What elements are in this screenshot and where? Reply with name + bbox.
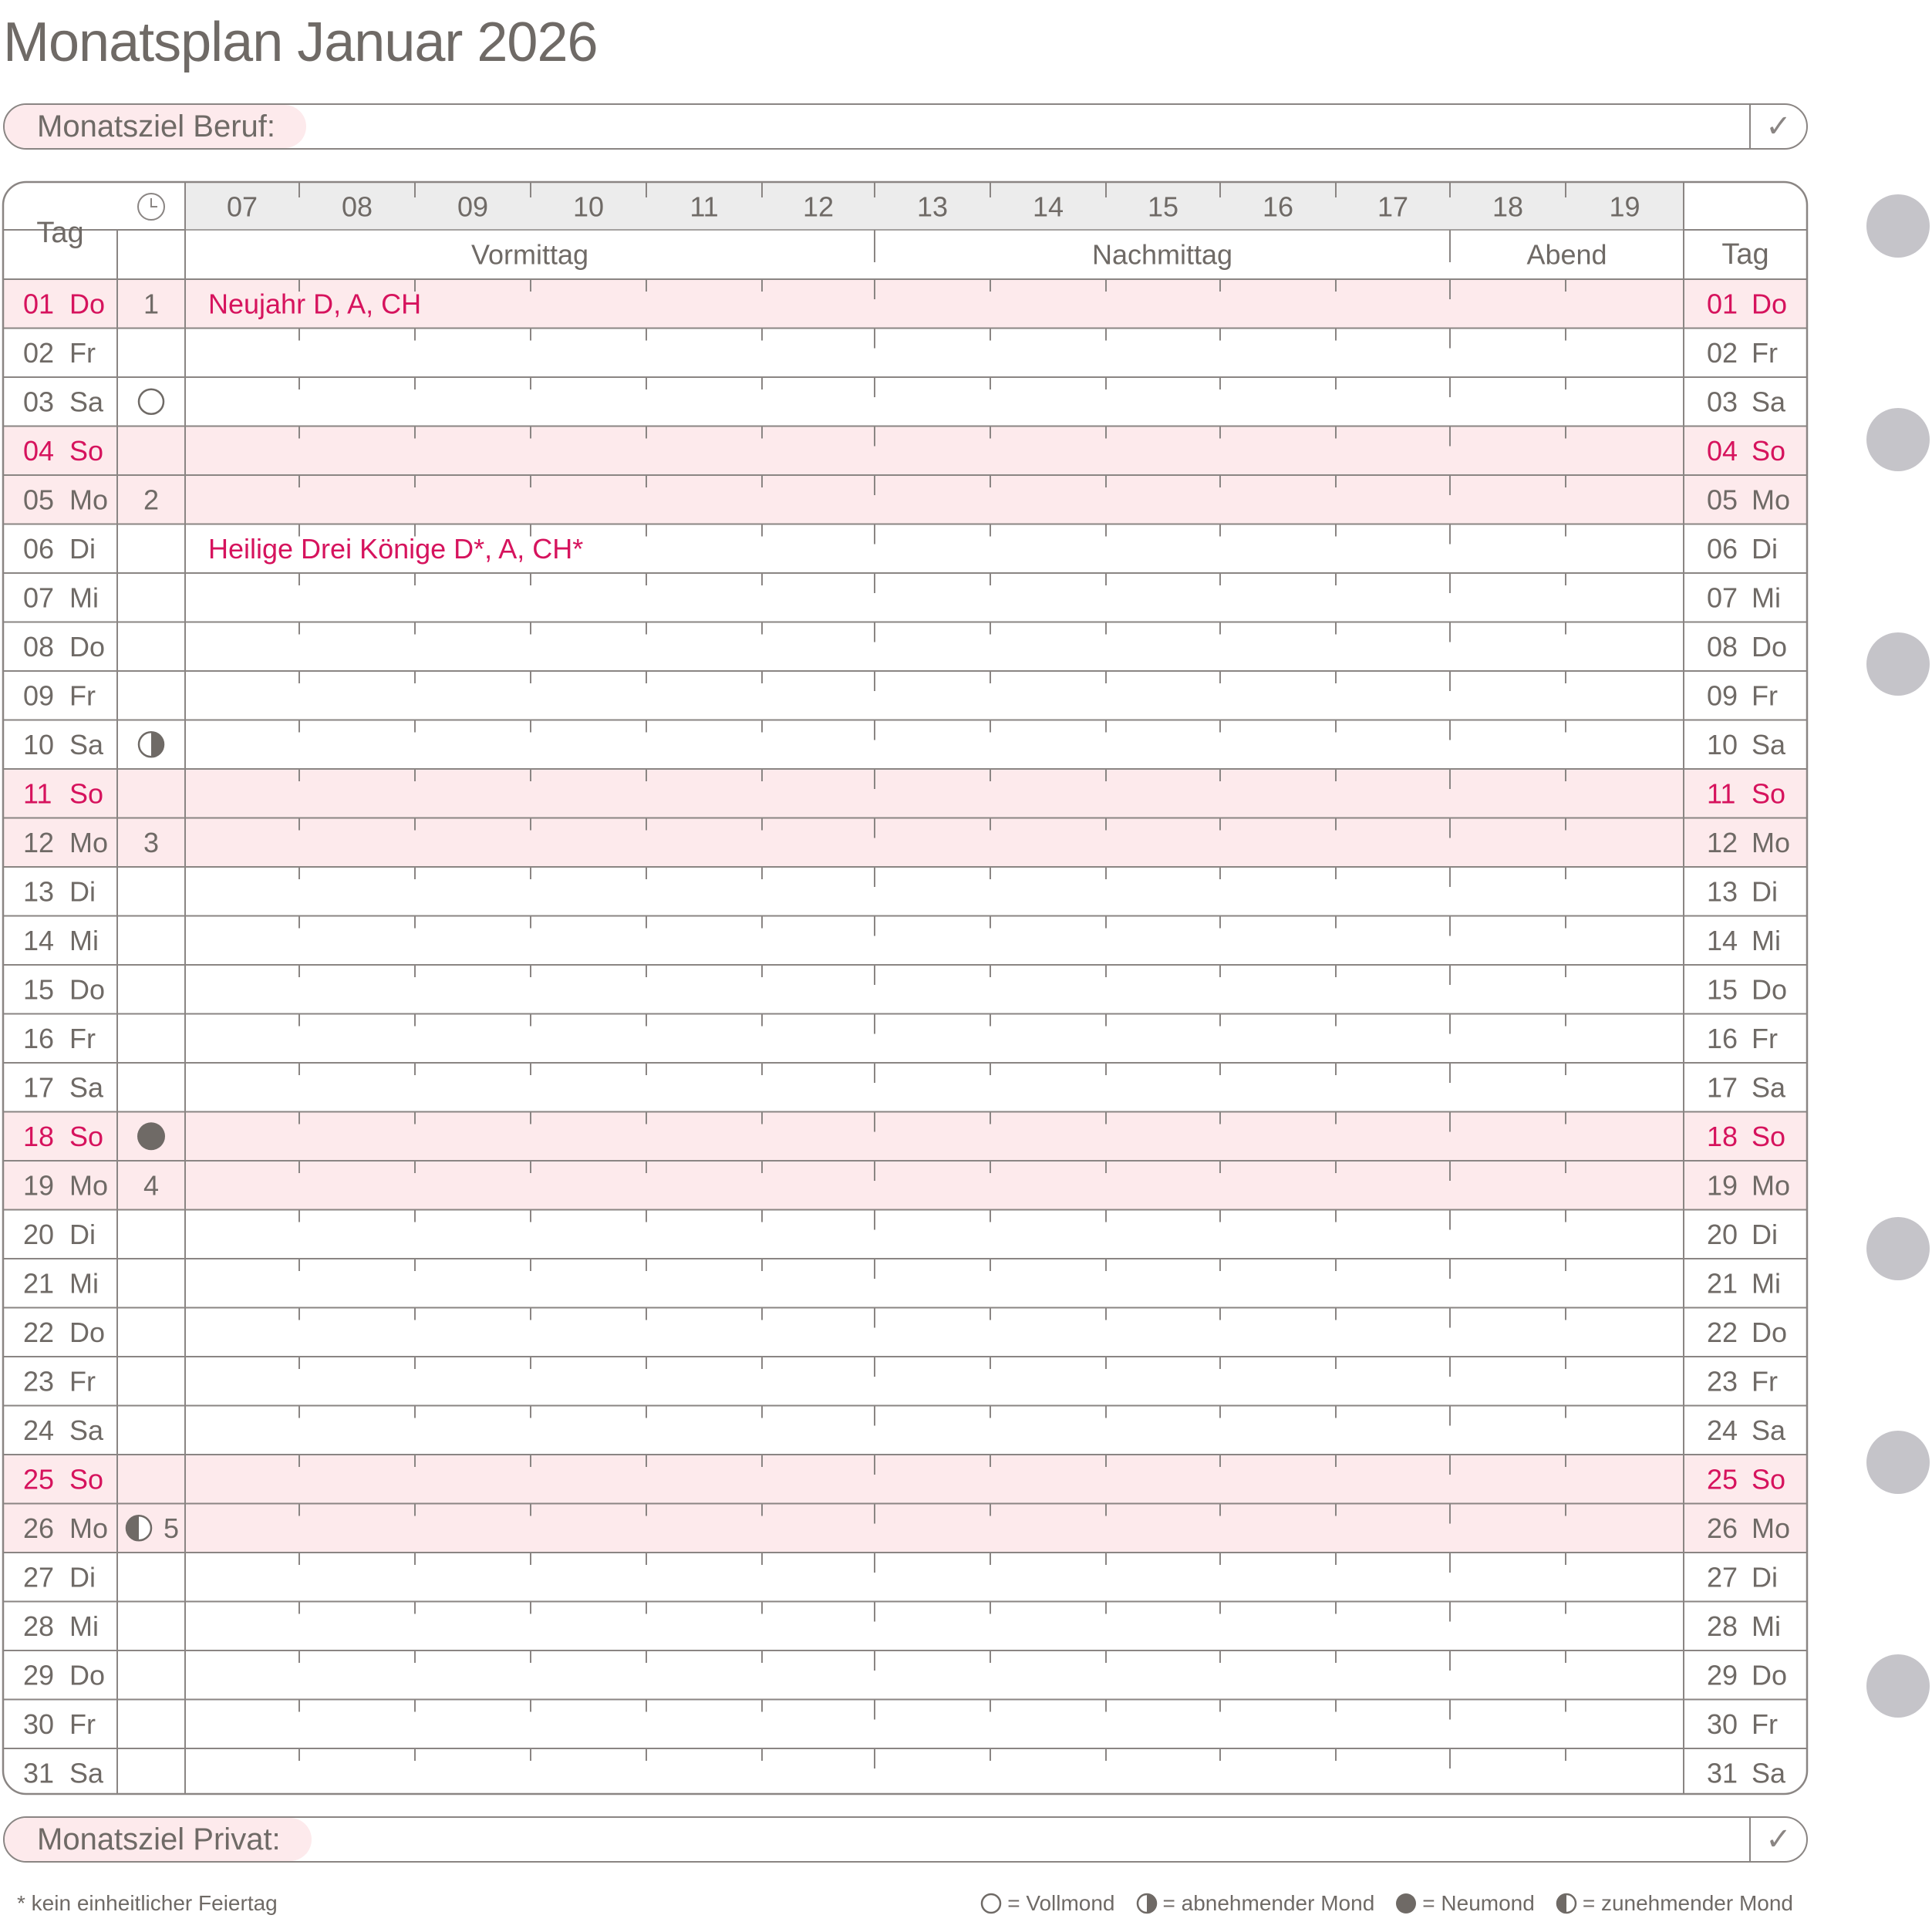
- day-number: 23: [23, 1365, 55, 1398]
- weekday-right: Fr: [1752, 1022, 1778, 1054]
- weekday-right: So: [1752, 1120, 1786, 1152]
- weekend-row-fill: [3, 475, 1807, 524]
- page-title: Monatsplan Januar 2026: [3, 12, 598, 73]
- day-number: 06: [23, 532, 55, 565]
- day-number-right: 18: [1707, 1120, 1738, 1152]
- day-number-right: 09: [1707, 679, 1738, 712]
- legend-label: = Vollmond: [1007, 1891, 1115, 1915]
- holiday-note: Neujahr D, A, CH: [208, 288, 422, 320]
- day-column-header: Tag: [36, 217, 84, 249]
- day-number-right: 23: [1707, 1365, 1738, 1398]
- weekday: Mi: [69, 924, 99, 956]
- week-number: 5: [163, 1512, 180, 1544]
- weekday-right: Sa: [1752, 1414, 1786, 1446]
- day-number: 02: [23, 336, 55, 369]
- weekday: Mi: [69, 582, 99, 614]
- weekday-right: Fr: [1752, 679, 1778, 712]
- legend-label: = zunehmender Mond: [1582, 1891, 1793, 1915]
- punch-hole: [1866, 1654, 1930, 1718]
- weekend-row-fill: [3, 1455, 1807, 1504]
- day-number: 17: [23, 1071, 55, 1104]
- weekday-right: Mi: [1752, 1267, 1781, 1300]
- hour-label: 07: [226, 191, 258, 223]
- weekday-right: So: [1752, 777, 1786, 810]
- hour-label: 13: [916, 191, 949, 223]
- punch-hole: [1866, 194, 1930, 258]
- day-number-right: 16: [1707, 1022, 1738, 1054]
- holiday-note: Heilige Drei Könige D*, A, CH*: [208, 532, 584, 565]
- hour-label: 16: [1262, 191, 1294, 223]
- weekday: Di: [69, 1561, 96, 1593]
- legend-item: [979, 1886, 1114, 1920]
- weekday: Mo: [69, 826, 109, 858]
- day-number: 13: [23, 875, 55, 908]
- day-number: 11: [23, 777, 52, 810]
- hour-label: 08: [341, 191, 373, 223]
- weekday: Sa: [69, 1071, 104, 1104]
- day-number: 20: [23, 1218, 55, 1250]
- day-column-header: Tag: [1721, 238, 1769, 271]
- weekend-row-fill: [3, 1161, 1807, 1210]
- hour-label: 11: [690, 191, 719, 223]
- period-label: Abend: [1526, 238, 1607, 271]
- weekday: Mo: [69, 484, 109, 516]
- day-number-right: 11: [1707, 777, 1736, 810]
- weekday: So: [69, 1120, 104, 1152]
- weekday-right: Mi: [1752, 582, 1781, 614]
- day-number: 07: [23, 582, 55, 614]
- weekday-right: Sa: [1752, 728, 1786, 760]
- table-body: [3, 182, 1807, 1798]
- day-number-right: 28: [1707, 1610, 1738, 1642]
- day-number-right: 21: [1707, 1267, 1738, 1300]
- weekday-right: Sa: [1752, 1757, 1786, 1789]
- legend-label: = Neumond: [1422, 1891, 1535, 1915]
- new-moon-icon: [1394, 1892, 1418, 1915]
- weekday-right: Mi: [1752, 1610, 1781, 1642]
- weekday: Di: [69, 875, 96, 908]
- day-number: 29: [23, 1659, 55, 1691]
- weekday-right: Sa: [1752, 386, 1786, 418]
- waning-moon-half: [151, 732, 164, 757]
- weekday: Di: [69, 532, 96, 565]
- punch-hole: [1866, 1431, 1930, 1494]
- day-number-right: 15: [1707, 973, 1738, 1006]
- day-number-right: 10: [1707, 728, 1738, 760]
- footnote: * kein einheitlicher Feiertag: [17, 1891, 278, 1915]
- weekday: Do: [69, 1316, 106, 1348]
- weekday-right: Mo: [1752, 484, 1791, 516]
- weekday-right: Do: [1752, 1659, 1788, 1691]
- day-number-right: 17: [1707, 1071, 1738, 1104]
- waxing-moon-icon: [1555, 1892, 1578, 1915]
- day-number-right: 29: [1707, 1659, 1738, 1691]
- day-number-right: 30: [1707, 1708, 1738, 1740]
- hour-label: 17: [1377, 191, 1409, 223]
- weekday-right: Do: [1752, 1316, 1788, 1348]
- punch-hole: [1866, 632, 1930, 696]
- legend-item: [1555, 1886, 1793, 1920]
- weekday: Mi: [69, 1267, 99, 1300]
- day-number: 28: [23, 1610, 55, 1642]
- weekday-right: Do: [1752, 973, 1788, 1006]
- weekday-right: Di: [1752, 1218, 1778, 1250]
- weekday: Fr: [69, 1022, 96, 1054]
- day-number-right: 25: [1707, 1463, 1738, 1495]
- period-label: Nachmittag: [1091, 238, 1233, 271]
- goal-private-checkbox[interactable]: [1749, 1818, 1806, 1861]
- day-number-right: 06: [1707, 532, 1738, 565]
- day-number-right: 27: [1707, 1561, 1738, 1593]
- legend-label: = abnehmender Mond: [1162, 1891, 1375, 1915]
- weekday: Do: [69, 288, 106, 320]
- day-number: 31: [23, 1757, 55, 1789]
- goal-work-label: Monatsziel Beruf:: [5, 105, 306, 148]
- day-number-right: 26: [1707, 1512, 1738, 1544]
- weekday: Mo: [69, 1169, 109, 1202]
- weekday-right: Di: [1752, 532, 1778, 565]
- weekday-right: Mo: [1752, 1512, 1791, 1544]
- day-number-right: 08: [1707, 630, 1738, 663]
- day-number-right: 07: [1707, 582, 1738, 614]
- weekday: Do: [69, 973, 106, 1006]
- period-label: Vormittag: [470, 238, 589, 271]
- weekday: Do: [69, 630, 106, 663]
- weekday: Di: [69, 1218, 96, 1250]
- weekday: Sa: [69, 386, 104, 418]
- day-number-right: 22: [1707, 1316, 1738, 1348]
- week-number: 1: [143, 288, 160, 320]
- week-number: 4: [143, 1169, 160, 1202]
- day-number-right: 04: [1707, 434, 1738, 467]
- day-number-right: 24: [1707, 1414, 1738, 1446]
- day-number: 04: [23, 434, 55, 467]
- hour-label: 10: [572, 191, 605, 223]
- weekday: Sa: [69, 1414, 104, 1446]
- weekday: Do: [69, 1659, 106, 1691]
- day-number: 21: [23, 1267, 55, 1300]
- weekday: So: [69, 777, 104, 810]
- hour-label: 14: [1032, 191, 1064, 223]
- punch-hole: [1866, 408, 1930, 471]
- hour-label: 19: [1609, 191, 1640, 223]
- day-number-right: 05: [1707, 484, 1738, 516]
- day-number-right: 13: [1707, 875, 1738, 908]
- day-number: 03: [23, 386, 55, 418]
- day-number-right: 14: [1707, 924, 1738, 956]
- weekday-right: Sa: [1752, 1071, 1786, 1104]
- day-number: 30: [23, 1708, 55, 1740]
- full-moon-icon: [979, 1892, 1003, 1915]
- day-number: 22: [23, 1316, 55, 1348]
- day-number: 24: [23, 1414, 55, 1446]
- weekday: Mo: [69, 1512, 109, 1544]
- weekend-row-fill: [3, 427, 1807, 476]
- legend-item: [1135, 1886, 1375, 1920]
- weekday-right: Mo: [1752, 826, 1791, 858]
- day-number-right: 12: [1707, 826, 1738, 858]
- weekday-right: Mi: [1752, 924, 1781, 956]
- weekday-right: Do: [1752, 288, 1788, 320]
- day-number-right: 31: [1707, 1757, 1738, 1789]
- hour-label: 18: [1492, 191, 1524, 223]
- day-number-right: 19: [1707, 1169, 1738, 1202]
- weekday: Fr: [69, 1365, 96, 1398]
- legend-item: [1394, 1886, 1535, 1920]
- waning-moon-icon: [1135, 1892, 1158, 1915]
- weekend-row-fill: [3, 1504, 1807, 1553]
- day-number: 27: [23, 1561, 55, 1593]
- day-number: 19: [23, 1169, 55, 1202]
- day-number: 26: [23, 1512, 55, 1544]
- weekday: Fr: [69, 679, 96, 712]
- checkmark-icon: ✓: [1765, 110, 1792, 143]
- weekday: Sa: [69, 1757, 104, 1789]
- weekday-right: Fr: [1752, 336, 1778, 369]
- day-number: 05: [23, 484, 55, 516]
- weekday: Mi: [69, 1610, 99, 1642]
- hour-label: 12: [802, 191, 835, 223]
- punch-hole: [1866, 1217, 1930, 1280]
- day-number: 01: [23, 288, 55, 320]
- weekday: Fr: [69, 1708, 96, 1740]
- hour-label: 15: [1147, 191, 1179, 223]
- weekday-right: So: [1752, 1463, 1786, 1495]
- day-number-right: 03: [1707, 386, 1738, 418]
- weekday-right: Mo: [1752, 1169, 1791, 1202]
- weekday: So: [69, 1463, 104, 1495]
- day-number: 09: [23, 679, 55, 712]
- day-number: 15: [23, 973, 55, 1006]
- weekday-right: Di: [1752, 875, 1778, 908]
- weekday: Fr: [69, 336, 96, 369]
- weekend-row-fill: [3, 769, 1807, 818]
- day-number-right: 02: [1707, 336, 1738, 369]
- weekday-right: Fr: [1752, 1365, 1778, 1398]
- day-number-right: 20: [1707, 1218, 1738, 1250]
- weekday: So: [69, 434, 104, 467]
- weekday-right: Fr: [1752, 1708, 1778, 1740]
- checkmark-icon: ✓: [1765, 1822, 1792, 1856]
- weekend-row-fill: [3, 818, 1807, 868]
- hour-label: 09: [457, 191, 489, 223]
- weekend-row-fill: [3, 1112, 1807, 1162]
- moon-legend: [979, 1886, 1793, 1920]
- week-number: 3: [143, 826, 160, 858]
- week-number: 2: [143, 484, 160, 516]
- day-number: 25: [23, 1463, 55, 1495]
- day-number: 10: [23, 728, 55, 760]
- new-moon-icon: [137, 1122, 165, 1150]
- day-number: 16: [23, 1022, 55, 1054]
- goal-private-field[interactable]: [3, 1816, 1808, 1863]
- weekday-right: So: [1752, 434, 1786, 467]
- day-number: 12: [23, 826, 55, 858]
- day-number: 14: [23, 924, 55, 956]
- weekday-right: Di: [1752, 1561, 1778, 1593]
- goal-private-label: Monatsziel Privat:: [5, 1818, 312, 1861]
- day-number-right: 01: [1707, 288, 1738, 320]
- full-moon-icon: [139, 389, 164, 414]
- day-number: 18: [23, 1120, 55, 1152]
- day-number: 08: [23, 630, 55, 663]
- weekday: Sa: [69, 728, 104, 760]
- weekday-right: Do: [1752, 630, 1788, 663]
